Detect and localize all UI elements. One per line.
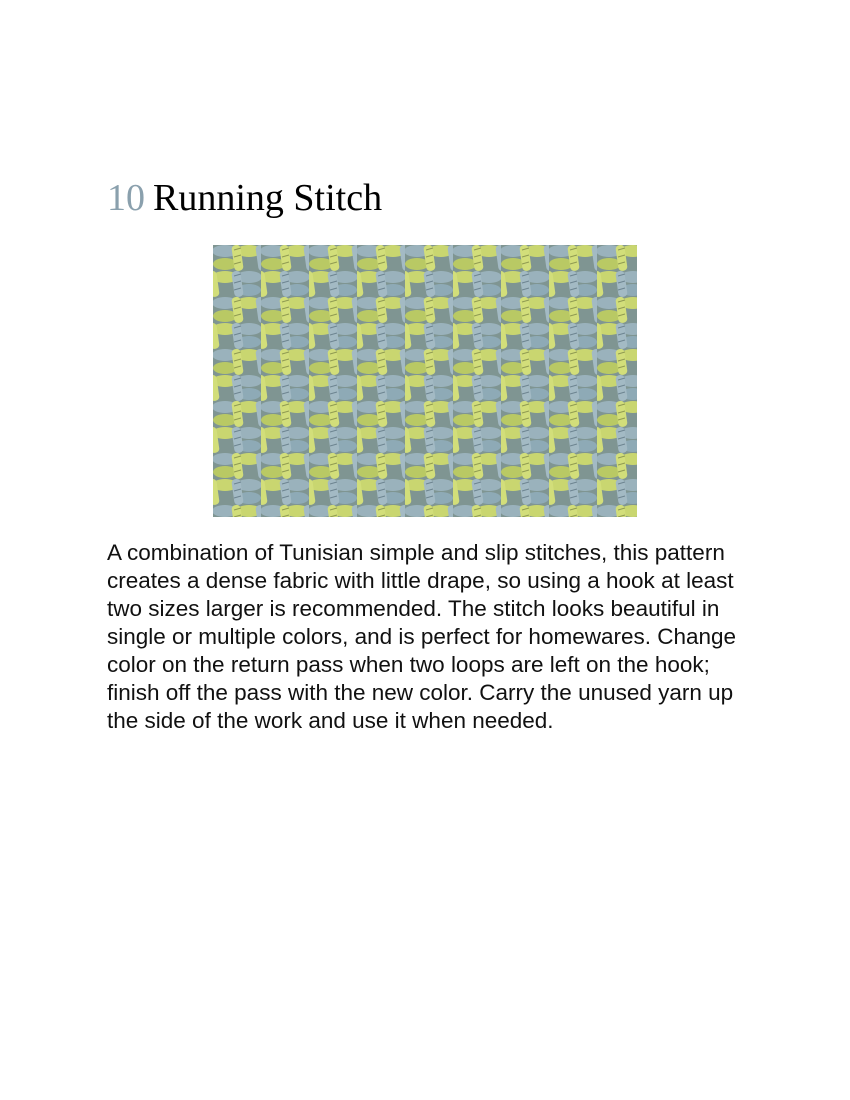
- section-heading: [107, 176, 382, 220]
- section-number: 10: [107, 177, 145, 219]
- description-paragraph: A combination of Tunisian simple and slip stitches, this pattern creates a dense fabric with little drape, so using a hook at least two sizes larger is recommended. The stitch looks beautiful in single or multiple colors, and is perfect for homewares. Change color on the return pass when two loops are left on the hook; finish off the pass with the new color. Carry the unused yarn up the side of the work and use it when needed.: [107, 540, 737, 733]
- stitch-swatch-image: [213, 245, 637, 517]
- section-title: Running Stitch: [153, 177, 383, 219]
- swatch-illustration: [213, 245, 637, 517]
